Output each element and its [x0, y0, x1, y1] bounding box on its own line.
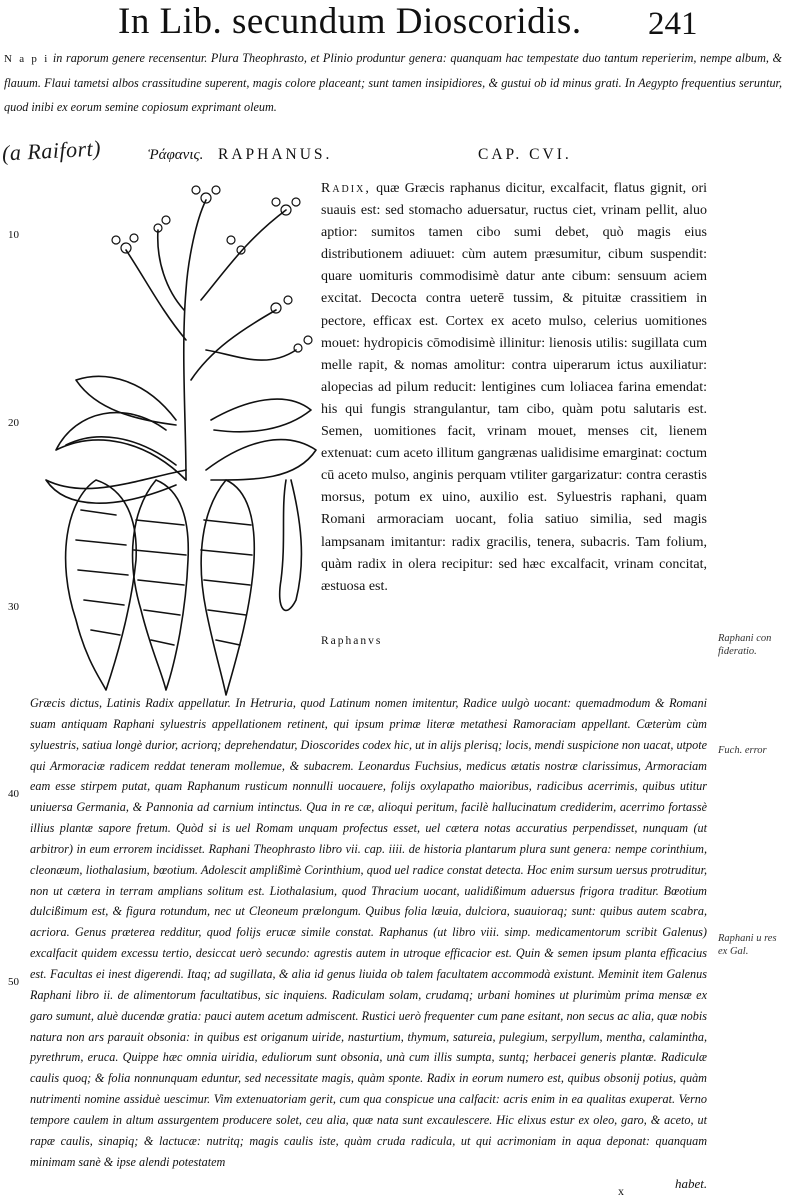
- running-head: In Lib. secundum Dioscoridis.: [118, 1, 582, 42]
- radish-woodcut-illustration: [36, 180, 336, 700]
- commentary-text: Græcis dictus, Latinis Radix appellatur. In Hetruria, quod Latinum nomen imitentur, Radice uulgò uocant: quemadmodum & Romani suam antiquam Raphani syluestris appellationem retinent, qui ipsum primæ literæ metathesi Ramoraciam appellant. Cæterùm cùm syluestris, satiua longè durior, acriorq; deprehendatur, Dioscorides codex hic, ut in alijs plerisq; locis, mendi suspicione non uacat, utpote qui Armoraciæ radicem reddat teneram mollemue, & subacrem. Leonardus Fuchsius, medicus ætatis nostræ clarissimus, Armoraciam eam esse stirpem putat, quam Raphanum rusticum nonnulli uocauere, folijs oxylapatho maioribus, radicibus acerrimis, quibus utitur uniuersa Germania, & Pannonia ad carnium intinctus. Qua in re cæ, alioqui peritum, facilè hallucinatum crediderim, acerrimo fortassè illius plantæ sapore fretum. Quòd si is uel Romam unquam profectus esset, uel cætera notas accuratius perpendisset, nunquam (ut arbitror) in eum errorem incidisset. Raphani Theophrasto libro vii. cap. iiii. de historia plantarum plura sunt genera: nempe corinthium, cleonæum, liothalasium, bœotium. Adolescit amplißimè Corinthium, quod uel radice constat detecta. Hoc enim sursum uersus protruditur, non ut cætera in terram amplians solitum est. Liothalasium, quod Thracium uocant, ualidißimum aduersus frigora traditur. Bœotium dulcißimum est, & figura rotundum, nec ut Cleoneum prælongum. Quibus folia læuia, dulciora, suauioraq; sunt: quibus autem scabra, acriora. Genus præterea redditur, quod folijs erucæ simile constat. Raphanus (ut libro viii. simp. medicamentorum scribit Galenus) excalfacit quidem excessu tertio, desiccat uerò secundo: agrestis autem in utroque efficacior est. Quin & semen ipsum planta efficacius est. Facultas ei inest digerendi. Itaq; ad sugillata, & alia id genus liuida ob talem facultatem accommodà existunt. Meminit item Galenus Raphani libro ii. de alimentorum facultatibus, sic inquiens. Radiculam solam, crudamq; urbani homines ut plurimùm prima mensæ ex garo sumunt, aluè ducendæ gratia: pauci autem acetum admiscent. Rustici uerò frequenter cum pane esitant, non secus ac alia, quæ nobis natura non ars parauit obsonia: in quibus est origanum uiride, nasturtium, thymum, satureia, pulegium, serpyllum, mentha, calamintha, pyrethrum, eruca. Quippe hæc omnia uiridia, eduliorum sunt obsonia, unà cum illis sumpta, suntq; herbacei generis plantæ. Radiculæ caulis quoq; & folia nonnunquam eduntur, sed necessitate magis, quàm sponte. Radix in eorum numero est, quibus obsonij potius, quàm nutrimenti nomine assiduè uescimur. Vim extenuatoriam gerit, cum qua conspicue una calfacit: acris enim in ea qualitas exuperat. Verno tempore caulem in altum assurgentem producere solet, ceu alia, quæ nata sunt excaulescere. Hic elixus estur ex oleo, garo, & aceto, ut rapæ caulis, sinapiq; & lactucæ: nutritq; magis caulis iste, quàm cruda radicula, ut qui acrimoniam in aqua deponat: quanquam minimam sanè & ipse alendi potestatem: [30, 696, 707, 1169]
- commentary-lead: Raphanvs: [321, 635, 383, 647]
- intro-lead: N a p i: [4, 53, 50, 65]
- side-note-1: Raphani con fideratio.: [718, 633, 772, 657]
- line-number: 50: [8, 976, 19, 988]
- chapter-number: CAP. CVI.: [478, 146, 572, 163]
- handwritten-annotation: (a Raifort): [1, 135, 102, 166]
- chapter-title-latin: RAPHANUS.: [218, 146, 333, 163]
- chapter-title-greek: Ῥάφανις.: [148, 147, 204, 163]
- line-number: 30: [8, 601, 19, 613]
- line-number: 10: [8, 229, 19, 241]
- line-number: 40: [8, 788, 19, 800]
- commentary-start: [321, 630, 707, 652]
- side-note-3: Raphani u res ex Gal.: [718, 933, 777, 957]
- catchword: habet.: [675, 1176, 708, 1191]
- dioscorides-body: quæ Græcis raphanus dicitur, excalfacit, flatus gignit, ori suauis est: sed stomacho aduersatur, ructus ciet, vrinam pellit, aluo aptior: sumitos tamen cibo sumi debet, quò magis eius distributionem adiuuet: cùm autem præsumitur, cibum suspendit: quare uomituris commodisimè datur ante cibum: sensuum aciem excitat. Decocta contra ueterē tussim, & pituitæ crassitiem in pectore, efficax est. Cortex ex aceto mulso, celerius uomitiones mouet: hydropicis cōmodisimè illinitur: lienosis utilis: sugillata cum melle rapit, & nomas amolitur: contra uiperarum ictus auxiliatur: alopecias ad pilum reducit: lentigines cum loliacea farina emendat: his qui fungis strangulantur, tam cibo, quàm potu salutaris est. Semen, uomitiones facit, vrinam mouet, menses cit, lienem extenuat: cum aceto illitum gangrænas ualidisime emarginat: coctum cū aceto mulso, anginis perquam vtiliter gargarizatur: contra cerastis morsus, potum ex uino, auxilio est. Syluestris raphani, quam Romani armoraciam uocant, folia satiuo similia, sed magis lampsanam imitantur: radix gracilis, tenera, subacris. Tam folium, quàm radix in olera recipitur: sed hæc excalfacit, vrinam concitat, æstuosa est.: [321, 181, 708, 594]
- dioscorides-text: [321, 178, 707, 598]
- page-number: 241: [648, 6, 698, 42]
- line-number: 20: [8, 417, 19, 429]
- radish-plant-icon: [36, 180, 336, 700]
- dioscorides-lead: Radix,: [321, 181, 371, 196]
- signature-mark: x: [618, 1184, 624, 1198]
- intro-text: in raporum genere recensentur. Plura Theophrasto, et Plinio produntur genera: quanquam hac tempestate duo tantum reperierim, nempe album, & flauum. Flaui tametsi albos crassitudine superent, magis colore placeant; sunt tamen insipidiores, & gustui ob id minus grati. In Aegypto frequentius seruntur, quod inibi ex eorum semine copiosum exprimant oleum.: [4, 51, 783, 114]
- intro-paragraph: [4, 46, 782, 119]
- side-note-2: Fuch. error: [718, 745, 767, 756]
